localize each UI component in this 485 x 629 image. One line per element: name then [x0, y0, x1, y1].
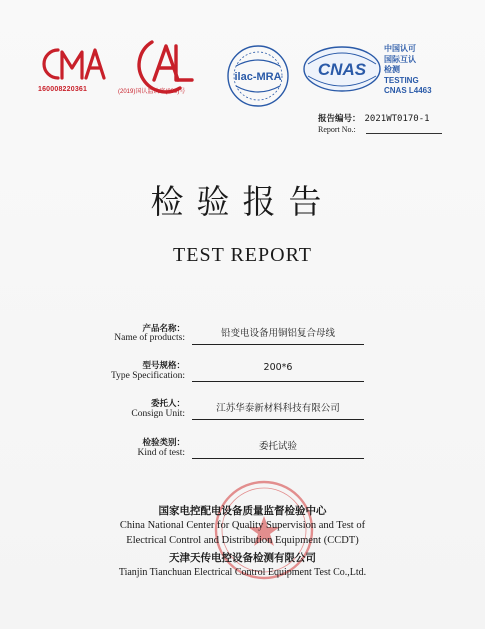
- report-number-underline: [366, 133, 442, 134]
- report-number: [318, 112, 430, 124]
- field-value: 江苏华泰新材料科技有限公司: [216, 403, 340, 414]
- field-label-cn: 检验类别：: [142, 438, 185, 448]
- field-underline: [192, 344, 364, 345]
- field-underline: [192, 381, 364, 382]
- cma-logo: [40, 40, 110, 88]
- issuer-name-en-line1: China National Center for Quality Supervision and Test of: [119, 520, 366, 531]
- report-number-label-en: Report No.:: [318, 125, 356, 134]
- field-label-en: Consign Unit:: [131, 409, 185, 419]
- field-label-cn: 型号规格：: [142, 361, 185, 371]
- report-number-label: 报告编号：: [318, 114, 361, 124]
- cal-registration-number: (2019)国认监认字(089)号: [118, 89, 186, 95]
- field-value: 200*6: [263, 362, 293, 373]
- field-value: 铅变电设备用铜铝复合母线: [220, 328, 335, 339]
- ilac-mra-logo: [222, 40, 294, 112]
- field-value: 委托试验: [258, 441, 297, 452]
- cnas-line: TESTING: [384, 75, 419, 85]
- field-underline: [192, 419, 364, 420]
- cnas-line: 检测: [384, 65, 400, 74]
- cma-registration-number: 160008220361: [38, 86, 88, 93]
- issuer-company-en: Tianjin Tianchuan Electrical Control Equipment Test Co.,Ltd.: [118, 567, 367, 578]
- cnas-logo: [302, 44, 382, 94]
- issuer-name-cn: 国家电控配电设备质量监督检验中心: [158, 505, 327, 517]
- cnas-line: 中国认可: [384, 44, 416, 53]
- field-label-cn: 委托人：: [150, 399, 185, 409]
- title-chinese: 检验报告: [150, 182, 335, 221]
- field-underline: [192, 458, 364, 459]
- issuer-name-en-line2: Electrical Control and Distribution Equipment (CCDT): [126, 535, 359, 546]
- report-number-value: 2021WT0170-1: [364, 114, 430, 124]
- cnas-accreditation-text: [384, 44, 432, 97]
- title-english: TEST REPORT: [173, 244, 312, 266]
- field-label-cn: 产品名称：: [142, 324, 185, 334]
- svg-text:ilac-MRA: ilac-MRA: [234, 71, 282, 83]
- issuer-company-cn: 天津天传电控设备检测有限公司: [169, 552, 316, 564]
- field-label-en: Name of products:: [114, 333, 185, 343]
- cnas-line: 国际互认: [384, 54, 416, 64]
- cnas-line: CNAS L4463: [384, 86, 432, 95]
- svg-text:CNAS: CNAS: [317, 60, 367, 79]
- field-label-en: Kind of test:: [137, 448, 185, 458]
- field-label-en: Type Specification:: [111, 371, 185, 381]
